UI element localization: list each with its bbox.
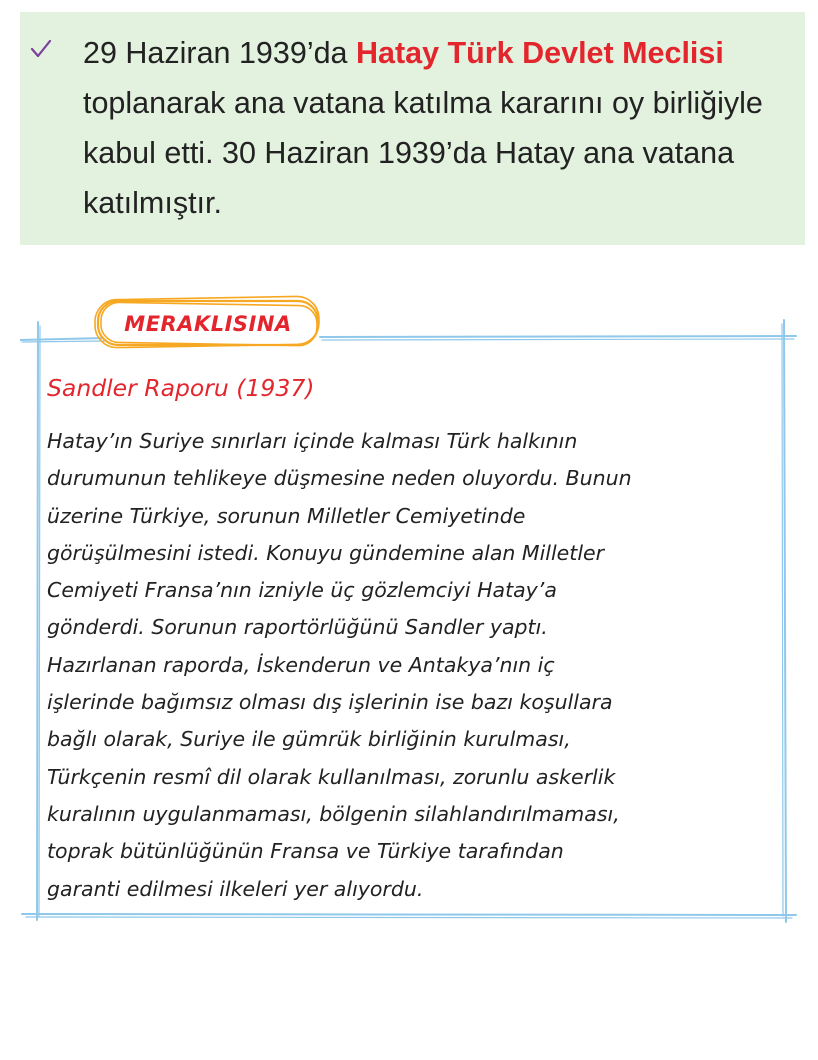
body-line: görüşülmesini istedi. Konuyu gündemine alan Milletler xyxy=(47,540,605,565)
body-line: Türkçenin resmî dil olarak kullanılması, zorunlu askerlik xyxy=(47,764,616,789)
body-line: gönderdi. Sorunun raportörlüğünü Sandler yaptı. xyxy=(47,615,548,640)
body-line: bağlı olarak, Suriye ile gümrük birliğinin kurulması, xyxy=(47,727,571,752)
body-line: Cemiyeti Fransa’nın izniyle üç gözlemciyi Hatay’a xyxy=(47,578,557,603)
body-line: üzerine Türkiye, sorunun Milletler Cemiyetinde xyxy=(47,503,526,528)
box-subtitle: Sandler Raporu (1937) xyxy=(47,374,315,402)
fact-highlight: Hatay Türk Devlet Meclisi xyxy=(356,36,724,70)
body-line: Hazırlanan raporda, İskenderun ve Antakya’nın iç xyxy=(47,652,555,677)
body-line: kuralının uygulanmaması, bölgenin silahlandırılmaması, xyxy=(47,801,620,826)
fact-text-part1: 29 Haziran 1939’da xyxy=(83,36,356,70)
checkmark-icon xyxy=(30,38,52,60)
badge-label: MERAKLISINA xyxy=(124,312,292,336)
body-line: durumunun tehlikeye düşmesine neden oluyordu. Bunun xyxy=(47,466,632,491)
fact-text xyxy=(83,28,783,228)
body-line: toprak bütünlüğünün Fransa ve Türkiye tarafından xyxy=(47,839,564,864)
body-line: garanti edilmesi ilkeleri yer alıyordu. xyxy=(47,876,424,901)
box-body xyxy=(47,423,787,908)
fact-text-part2: toplanarak ana vatana katılma kararını oy birliğiyle kabul etti. 30 Haziran 1939’da Hatay ana vatana katılmıştır. xyxy=(83,86,763,220)
body-line: işlerinde bağımsız olması dış işlerinin ise bazı koşullara xyxy=(47,690,613,715)
body-line: Hatay’ın Suriye sınırları içinde kalması Türk halkının xyxy=(47,429,578,453)
